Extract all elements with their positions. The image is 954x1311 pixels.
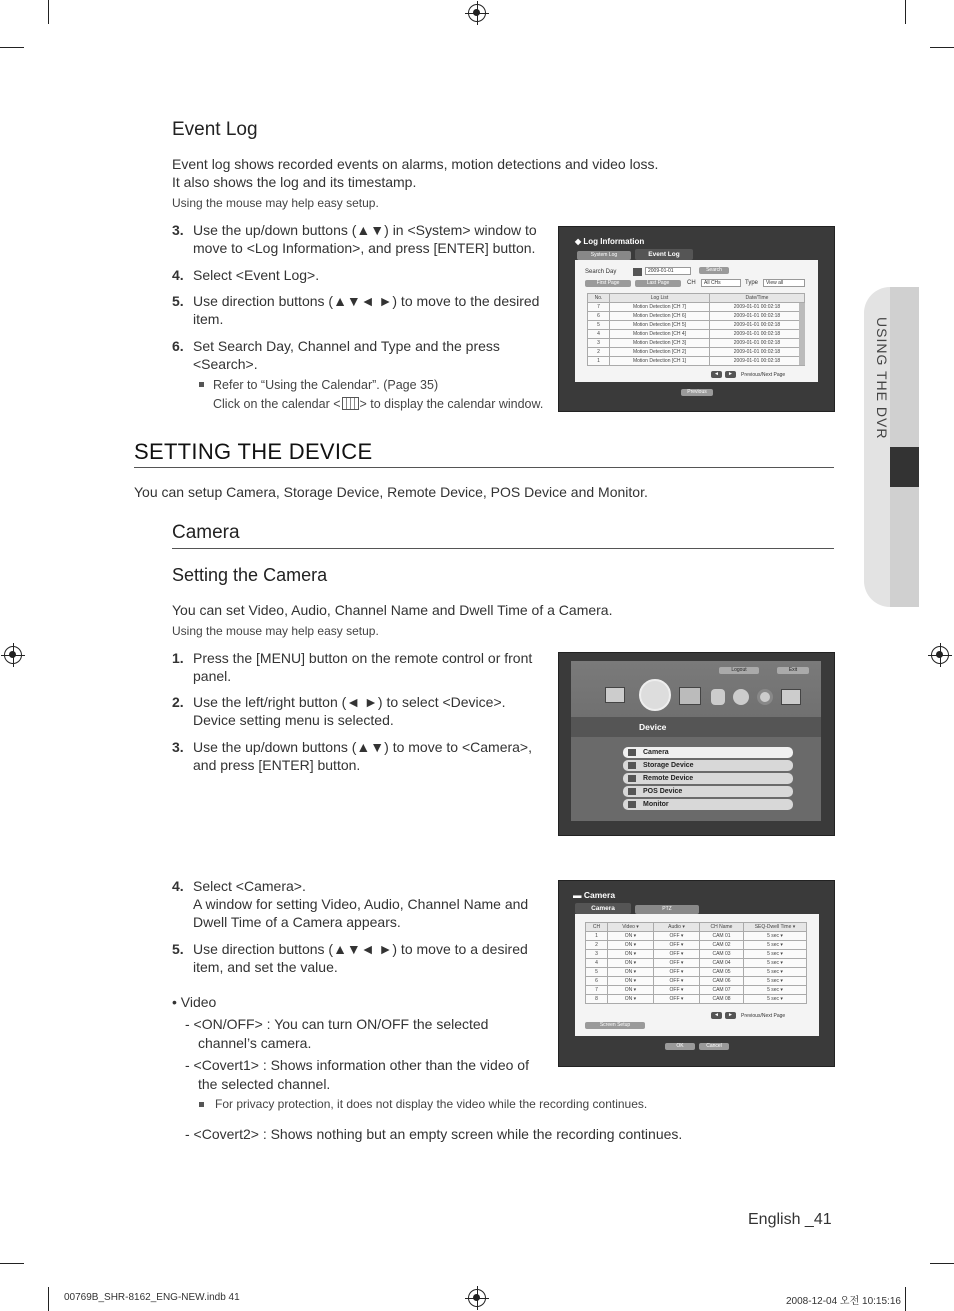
menu-item-monitor[interactable]: Monitor	[623, 799, 793, 810]
first-page-button[interactable]: First Page	[585, 280, 631, 287]
table-row[interactable]: 3 Motion Detection [CH 3] 2009-01-01 00:02:18	[588, 339, 805, 348]
tab-ptz[interactable]: PTZ	[635, 905, 699, 914]
table-row[interactable]: 4 ON ▾ OFF ▾ CAM 04 5 sec ▾	[586, 959, 807, 968]
setting-device-intro: You can setup Camera, Storage Device, Remote Device, POS Device and Monitor.	[134, 484, 648, 500]
calendar-note-1: Refer to “Using the Calendar”. (Page 35)	[213, 378, 439, 392]
camera-mouse-note: Using the mouse may help easy setup.	[172, 624, 379, 638]
event-log-heading: Event Log	[172, 119, 258, 140]
heading-rule	[134, 467, 834, 468]
device-menu-bg	[571, 661, 821, 821]
camera-table-header	[586, 923, 807, 932]
covert1-line-1: - <Covert1> : Shows information other than the video of	[185, 1057, 529, 1073]
network-icon[interactable]	[757, 689, 773, 705]
table-row[interactable]: 5 ON ▾ OFF ▾ CAM 05 5 sec ▾	[586, 968, 807, 977]
device-menu-screenshot	[558, 652, 835, 836]
device-icon[interactable]	[639, 679, 671, 711]
remote-icon	[628, 775, 636, 782]
tab-camera[interactable]: Camera	[575, 903, 631, 914]
search-day-label: Search Day	[585, 269, 617, 275]
backup-icon[interactable]	[733, 689, 749, 705]
camera-step-5: 5. Use direction buttons (▲▼◄ ►) to move to a desired item, and set the value.	[172, 941, 528, 975]
privacy-note: For privacy protection, it does not display the video while the recording continues.	[215, 1097, 648, 1111]
event-log-step-4: 4. Select <Event Log>.	[172, 267, 320, 283]
side-tab-marker	[890, 447, 919, 487]
log-info-title: ◆ Log Information	[575, 237, 645, 246]
event-log-intro-1: Event log shows recorded events on alarms, motion detections and video loss.	[172, 156, 659, 172]
event-icon[interactable]	[711, 689, 725, 705]
print-footer-right: 2008-12-04 오전 10:15:16	[786, 1296, 901, 1307]
table-row[interactable]: 4 Motion Detection [CH 4] 2009-01-01 00:02:18	[588, 330, 805, 339]
registration-mark-icon	[931, 646, 949, 664]
event-log-step-3: 3. Use the up/down buttons (▲▼) in <System> window to move to <Log Information>, and press [ENTER] button.	[172, 222, 537, 256]
menu-item-pos-device[interactable]: POS Device	[623, 786, 793, 797]
video-bullet: • Video	[172, 994, 217, 1010]
camera-prev-next-label: Previous/Next Page	[741, 1013, 786, 1019]
print-footer-left: 00769B_SHR-8162_ENG-NEW.indb 41	[64, 1292, 240, 1303]
logout-button[interactable]: Logout	[719, 667, 759, 674]
page-number: English _41	[748, 1211, 832, 1228]
onoff-line-1: - <ON/OFF> : You can turn ON/OFF the selected	[185, 1016, 489, 1032]
device-label: Device	[639, 722, 667, 732]
onoff-line-2: channel’s camera.	[198, 1035, 312, 1051]
next-page-icon[interactable]: ►	[725, 1012, 736, 1019]
crop-mark	[0, 47, 24, 48]
camera-step-4: 4. Select <Camera>. A window for setting Video, Audio, Channel Name and Dwell Time of a Camera appears.	[172, 878, 529, 930]
camera-rule	[172, 548, 834, 549]
registration-mark-icon	[4, 646, 22, 664]
crop-mark	[930, 1263, 954, 1264]
ch-select[interactable]: All CHs	[701, 279, 741, 287]
monitor-small-icon	[628, 801, 636, 808]
log-table	[587, 293, 805, 366]
crop-mark	[0, 1263, 24, 1264]
type-label: Type	[745, 280, 759, 286]
col-audio: Audio ▾	[654, 923, 700, 932]
setting-camera-heading: Setting the Camera	[172, 565, 328, 585]
camera-heading: Camera	[172, 522, 240, 543]
record-icon[interactable]	[679, 687, 701, 705]
camera-icon	[628, 749, 636, 756]
event-log-step-6: 6. Set Search Day, Channel and Type and the press <Search>.	[172, 338, 500, 372]
covert1-line-2: the selected channel.	[198, 1076, 331, 1092]
crop-mark	[905, 0, 906, 24]
col-ch: CH	[586, 923, 608, 932]
screen-setup-button[interactable]: Screen Setup	[585, 1022, 645, 1029]
table-row[interactable]: 3 ON ▾ OFF ▾ CAM 03 5 sec ▾	[586, 950, 807, 959]
table-row[interactable]: 1 ON ▾ OFF ▾ CAM 01 5 sec ▾	[586, 932, 807, 941]
system-icon[interactable]	[605, 687, 625, 703]
side-chapter-tab	[864, 287, 919, 607]
side-tab-label: USING THE DVR	[874, 317, 890, 440]
exit-button[interactable]: Exit	[777, 667, 809, 674]
menu-item-remote-device[interactable]: Remote Device	[623, 773, 793, 784]
next-page-icon[interactable]: ►	[725, 371, 736, 378]
table-row[interactable]: 7 ON ▾ OFF ▾ CAM 07 5 sec ▾	[586, 986, 807, 995]
camera-title: ▬ Camera	[573, 890, 616, 900]
monitor-icon[interactable]	[781, 689, 801, 705]
previous-button[interactable]: Previous	[681, 389, 713, 396]
crop-mark	[905, 1287, 906, 1311]
camera-step-3: 3. Use the up/down buttons (▲▼) to move to <Camera>, and press [ENTER] button.	[172, 739, 532, 773]
device-bar	[571, 717, 821, 737]
registration-mark-icon	[468, 4, 486, 22]
table-row[interactable]: 8 ON ▾ OFF ▾ CAM 08 5 sec ▾	[586, 995, 807, 1004]
col-seq-dwell: SEQ-Dwell Time ▾	[744, 923, 807, 932]
col-ch-name: CH Name	[700, 923, 744, 932]
search-day-value[interactable]: 2009-01-01	[645, 267, 691, 275]
search-button[interactable]: Search	[699, 267, 729, 274]
type-select[interactable]: View all	[763, 279, 805, 287]
covert2-line: - <Covert2> : Shows nothing but an empty screen while the recording continues.	[185, 1126, 683, 1142]
pos-icon	[628, 788, 636, 795]
registration-mark-icon	[468, 1289, 486, 1307]
prev-page-icon[interactable]: ◄	[711, 1012, 722, 1019]
log-table-header	[588, 294, 805, 303]
prev-page-icon[interactable]: ◄	[711, 371, 722, 378]
event-log-intro-2: It also shows the log and its timestamp.	[172, 174, 417, 190]
tab-system-log[interactable]: System Log	[577, 251, 631, 260]
menu-item-storage-device[interactable]: Storage Device	[623, 760, 793, 771]
col-video: Video ▾	[608, 923, 654, 932]
setting-device-heading: SETTING THE DEVICE	[134, 439, 373, 464]
note-bullet-icon	[199, 1102, 204, 1107]
camera-step-1: 1. Press the [MENU] button on the remote control or front panel.	[172, 650, 533, 684]
log-panel	[573, 235, 820, 383]
camera-step-2: 2. Use the left/right button (◄ ►) to select <Device>. Device setting menu is selected.	[172, 694, 506, 728]
log-information-screenshot	[558, 226, 835, 412]
camera-intro: You can set Video, Audio, Channel Name and Dwell Time of a Camera.	[172, 602, 613, 618]
calendar-icon	[342, 397, 359, 410]
camera-screenshot	[558, 880, 835, 1067]
event-log-step-5: 5. Use direction buttons (▲▼◄ ►) to move to the desired item.	[172, 293, 540, 327]
col-date-time: Date/Time	[710, 294, 805, 303]
log-content	[575, 260, 818, 382]
event-log-mouse-note: Using the mouse may help easy setup.	[172, 196, 379, 210]
last-page-button[interactable]: Last Page	[635, 280, 681, 287]
camera-content	[575, 914, 819, 1036]
log-prev-next-label: Previous/Next Page	[741, 372, 786, 378]
table-row[interactable]: 2 ON ▾ OFF ▾ CAM 02 5 sec ▾	[586, 941, 807, 950]
table-row[interactable]: 6 ON ▾ OFF ▾ CAM 06 5 sec ▾	[586, 977, 807, 986]
camera-table	[585, 922, 807, 1004]
menu-item-camera[interactable]: Camera	[623, 747, 793, 758]
table-row[interactable]: 7 Motion Detection [CH 7] 2009-01-01 00:02:18	[588, 303, 805, 312]
note-bullet-icon	[199, 382, 204, 387]
ch-label: CH	[687, 280, 696, 286]
crop-mark	[48, 1287, 49, 1311]
calendar-note-2: Click on the calendar < > to display the calendar window.	[213, 397, 544, 411]
ok-button[interactable]: OK	[665, 1043, 695, 1050]
col-no: No.	[588, 294, 610, 303]
tab-event-log[interactable]: Event Log	[635, 249, 693, 260]
crop-mark	[48, 0, 49, 24]
crop-mark	[930, 47, 954, 48]
table-row[interactable]: 1 Motion Detection [CH 1] 2009-01-01 00:02:18	[588, 357, 805, 366]
table-row[interactable]: 2 Motion Detection [CH 2] 2009-01-01 00:02:18	[588, 348, 805, 357]
col-log-list: Log List	[610, 294, 710, 303]
log-scrollbar[interactable]	[799, 303, 805, 365]
device-submenu	[571, 737, 821, 821]
table-row[interactable]: 6 Motion Detection [CH 6] 2009-01-01 00:02:18	[588, 312, 805, 321]
calendar-icon[interactable]	[633, 268, 642, 276]
cancel-button[interactable]: Cancel	[699, 1043, 729, 1050]
storage-icon	[628, 762, 636, 769]
table-row[interactable]: 5 Motion Detection [CH 5] 2009-01-01 00:02:18	[588, 321, 805, 330]
